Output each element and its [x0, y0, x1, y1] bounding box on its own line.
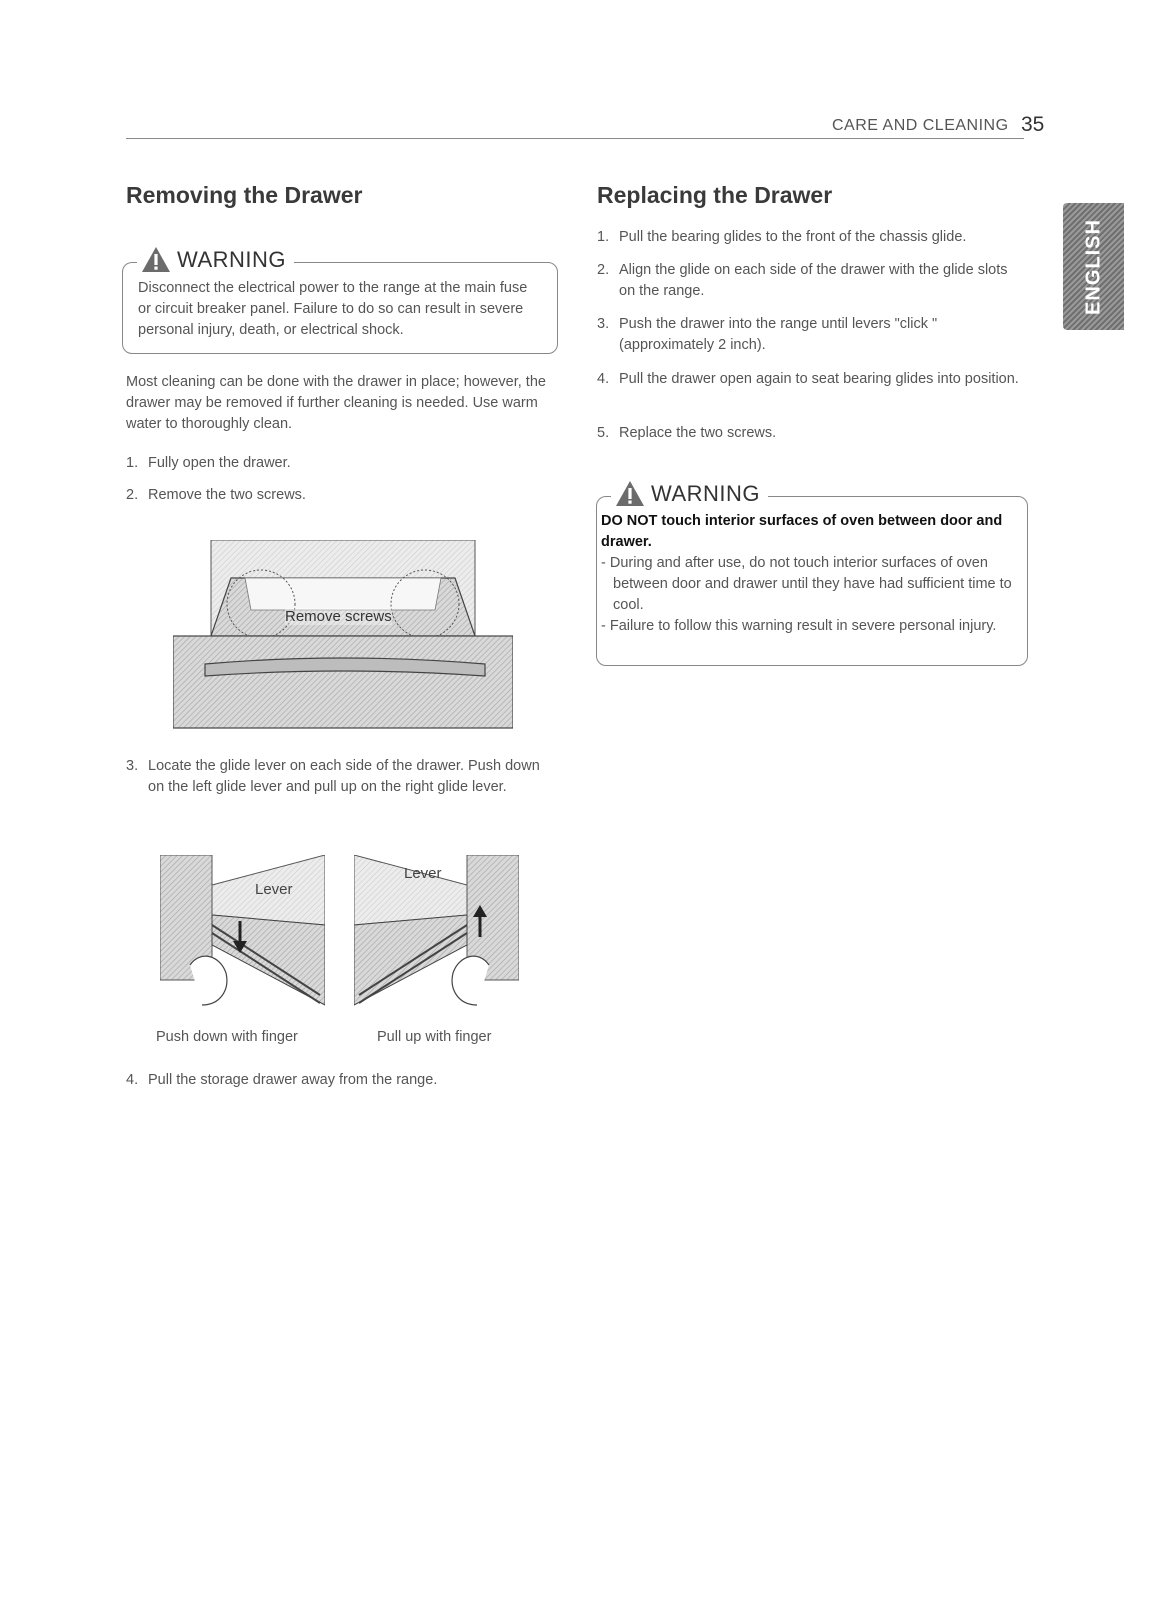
- list-item: [126, 1070, 546, 1091]
- right-lever-illustration: [354, 855, 519, 1015]
- step-text: Pull the drawer open again to seat bearing glides into position.: [619, 371, 1019, 387]
- right-lever-caption: Pull up with finger: [377, 1029, 492, 1045]
- warning-box-power: [122, 246, 558, 354]
- list-item: [126, 453, 546, 474]
- step-number: 3.: [597, 316, 610, 332]
- step-number: 5.: [597, 425, 610, 441]
- step-number: 4.: [597, 371, 610, 387]
- remove-screws-label: Remove screws: [285, 608, 392, 625]
- step-number: 2.: [597, 262, 610, 278]
- left-lever-caption: Push down with finger: [156, 1029, 298, 1045]
- left-lever-label: Lever: [255, 881, 293, 898]
- step-text: Fully open the drawer.: [148, 455, 291, 471]
- left-lever-svg: [160, 855, 325, 1015]
- step-text: Push the drawer into the range until levers "click " (approximately 2 inch).: [619, 316, 938, 353]
- language-tab: [1063, 203, 1124, 330]
- warning-text: Disconnect the electrical power to the range at the main fuse or circuit breaker panel. Failure to do so can result in severe personal injury, death, or electrical shock.: [138, 280, 528, 338]
- drawer-screws-illustration: [173, 540, 513, 730]
- warning-triangle-icon: [141, 246, 171, 273]
- list-item: [597, 227, 1022, 248]
- warning-triangle-icon: [615, 480, 645, 507]
- warning-box-oven: [596, 480, 1028, 666]
- warning-header: [611, 480, 768, 507]
- list-item: [597, 423, 1022, 444]
- language-tab-label: ENGLISH: [1082, 218, 1104, 315]
- step-number: 4.: [126, 1072, 139, 1088]
- list-item: [597, 260, 1022, 302]
- step-text: Pull the bearing glides to the front of the chassis glide.: [619, 229, 967, 245]
- step-number: 2.: [126, 487, 139, 503]
- warning-label: WARNING: [177, 246, 287, 272]
- right-lever-label: Lever: [404, 865, 442, 882]
- replacing-drawer-title: Replacing the Drawer: [597, 182, 833, 208]
- left-lever-illustration: [160, 855, 325, 1015]
- step-text: Locate the glide lever on each side of the drawer. Push down on the left glide lever and pull up on the right glide lever.: [148, 758, 540, 795]
- step-number: 1.: [126, 455, 139, 471]
- removing-drawer-title: Removing the Drawer: [126, 182, 363, 208]
- step-number: 1.: [597, 229, 610, 245]
- list-item: [597, 314, 997, 356]
- intro-paragraph: Most cleaning can be done with the drawer in place; however, the drawer may be removed if further cleaning is needed. Use warm water to thoroughly clean.: [126, 374, 546, 432]
- page-number: 35: [1021, 113, 1045, 136]
- warning-heading: DO NOT touch interior surfaces of oven between door and drawer.: [601, 513, 1003, 550]
- step-text: Align the glide on each side of the drawer with the glide slots on the range.: [619, 262, 1008, 299]
- drawer-illustration-svg: [173, 540, 513, 730]
- list-item: [126, 485, 546, 506]
- header-divider: [126, 138, 1024, 139]
- warning-label: WARNING: [651, 480, 761, 506]
- step-text: Remove the two screws.: [148, 487, 306, 503]
- step-text: Replace the two screws.: [619, 425, 777, 441]
- warning-header: [137, 246, 294, 273]
- step-text: Pull the storage drawer away from the range.: [148, 1072, 438, 1088]
- header-section-title: CARE AND CLEANING: [832, 117, 1009, 134]
- warning-bullet: - Failure to follow this warning result in severe personal injury.: [601, 618, 997, 634]
- warning-bullet: - During and after use, do not touch interior surfaces of oven between door and drawer until they have had sufficient time to cool.: [601, 555, 1012, 613]
- list-item: [126, 756, 551, 798]
- step-number: 3.: [126, 758, 139, 774]
- list-item: [597, 369, 1022, 390]
